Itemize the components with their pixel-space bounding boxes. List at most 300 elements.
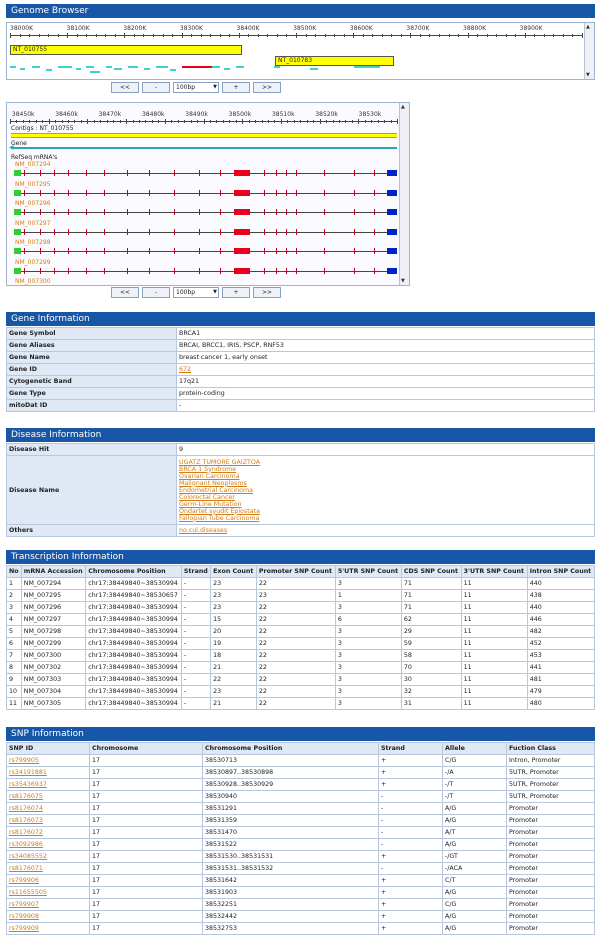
table-cell: - bbox=[181, 602, 210, 614]
ruler-tick bbox=[201, 34, 202, 37]
ruler-tick bbox=[326, 120, 327, 123]
snp-id-link[interactable]: rs799907 bbox=[9, 901, 39, 908]
table-cell: 441 bbox=[527, 662, 594, 674]
ruler-tick bbox=[124, 33, 125, 38]
ruler-tick bbox=[229, 34, 230, 37]
detail-nav bbox=[111, 287, 281, 298]
exon-mark bbox=[324, 248, 325, 254]
exon-mark bbox=[276, 190, 277, 196]
table-cell: 23 bbox=[256, 590, 335, 602]
table-cell: 38532753 bbox=[203, 923, 379, 935]
snp-id-link[interactable]: rs8176071 bbox=[9, 865, 43, 872]
table-cell: 17 bbox=[90, 767, 203, 779]
zoom-in-button[interactable]: + bbox=[222, 82, 250, 93]
mrna-track-row[interactable] bbox=[10, 181, 397, 199]
ruler-tick bbox=[216, 120, 217, 123]
utr-exon-blue bbox=[387, 229, 397, 235]
ruler-tick bbox=[182, 33, 183, 38]
snp-id-link[interactable]: rs8176072 bbox=[9, 829, 43, 836]
exon-mark bbox=[374, 209, 375, 215]
exon-mark bbox=[54, 209, 55, 215]
ruler-label: 38530k bbox=[358, 111, 382, 118]
table-cell: 3 bbox=[335, 578, 401, 590]
table-row bbox=[7, 578, 595, 590]
coding-exon-red bbox=[234, 190, 250, 196]
ruler-tick bbox=[391, 120, 392, 123]
snp-id-link[interactable]: rs799909 bbox=[9, 925, 39, 932]
gene-info-key: Cytogenetic Band bbox=[7, 376, 177, 388]
ruler-tick bbox=[334, 34, 335, 37]
table-cell: - bbox=[379, 791, 443, 803]
table-cell: 38531470 bbox=[203, 827, 379, 839]
column-header: mRNA Accession bbox=[21, 566, 86, 578]
ruler-tick bbox=[339, 120, 340, 123]
mrna-track-row[interactable] bbox=[10, 220, 397, 238]
others-link[interactable]: no.cul.diseases bbox=[179, 527, 228, 534]
exon-mark bbox=[127, 209, 128, 215]
exon-mark bbox=[174, 209, 175, 215]
exon-mark bbox=[199, 190, 200, 196]
table-cell: chr17:38449840~38530994 bbox=[86, 638, 182, 650]
disease-link[interactable]: Fallopian Tube Carcinoma bbox=[179, 514, 260, 522]
coding-exon-red bbox=[234, 229, 250, 235]
gene-info-key: Gene Aliases bbox=[7, 340, 177, 352]
ruler-tick bbox=[204, 119, 205, 124]
table-row bbox=[7, 767, 595, 779]
exon-mark bbox=[104, 248, 105, 254]
table-cell: 3 bbox=[7, 602, 22, 614]
mrna-track-label: NM_007300 bbox=[15, 278, 51, 285]
table-cell: 17 bbox=[90, 875, 203, 887]
table-cell: C/T bbox=[443, 875, 507, 887]
exon-mark bbox=[354, 209, 355, 215]
snp-id-link[interactable]: rs8176075 bbox=[9, 793, 43, 800]
exon-mark bbox=[40, 209, 41, 215]
exon-mark bbox=[286, 190, 287, 196]
table-cell bbox=[7, 911, 90, 923]
utr-exon-blue bbox=[387, 190, 397, 196]
table-cell: C/G bbox=[443, 755, 507, 767]
exon-mark bbox=[68, 229, 69, 235]
column-header: 3'UTR SNP Count bbox=[461, 566, 527, 578]
disease-link[interactable]: Endometrial Carcinoma bbox=[179, 486, 253, 494]
table-cell: NM_007297 bbox=[21, 614, 86, 626]
table-cell: 29 bbox=[401, 626, 461, 638]
table-cell: 38530940 bbox=[203, 791, 379, 803]
table-cell: 17 bbox=[90, 779, 203, 791]
mrna-track-row[interactable] bbox=[10, 200, 397, 218]
table-cell bbox=[7, 827, 90, 839]
zoom-out-button[interactable]: - bbox=[142, 82, 170, 93]
table-cell: chr17:38449840~38530994 bbox=[86, 614, 182, 626]
disease-link[interactable]: BRCA 1 Syndrome bbox=[179, 465, 237, 473]
column-header: Fuction Class bbox=[507, 743, 595, 755]
table-cell: 22 bbox=[256, 674, 335, 686]
table-cell: 22 bbox=[256, 602, 335, 614]
table-cell bbox=[7, 899, 90, 911]
exon-mark bbox=[374, 248, 375, 254]
table-row bbox=[7, 364, 595, 376]
disease-link[interactable]: Germ-Line Mutation bbox=[179, 500, 242, 508]
disease-link[interactable]: Colorectal Cancer bbox=[179, 493, 235, 501]
table-row bbox=[7, 698, 595, 710]
transcription-info-panel bbox=[6, 550, 595, 710]
snp-id-link[interactable]: rs8176073 bbox=[9, 817, 43, 824]
table-cell: chr17:38449840~38530657 bbox=[86, 590, 182, 602]
ruler-tick bbox=[296, 33, 297, 38]
exon-mark bbox=[24, 190, 25, 196]
table-cell: Promoter bbox=[507, 911, 595, 923]
table-cell: 17 bbox=[90, 851, 203, 863]
ruler-label: 38700K bbox=[406, 25, 430, 32]
exon-mark bbox=[86, 248, 87, 254]
ruler-label: 38000K bbox=[10, 25, 34, 32]
table-cell: 38531359 bbox=[203, 815, 379, 827]
exon-mark bbox=[40, 229, 41, 235]
ruler-tick bbox=[68, 120, 69, 123]
table-cell: 446 bbox=[527, 614, 594, 626]
snp-id-link[interactable]: rs34191881 bbox=[9, 769, 47, 776]
ruler-tick bbox=[29, 34, 30, 37]
exon-mark bbox=[324, 268, 325, 274]
table-cell: 479 bbox=[527, 686, 594, 698]
exon-mark bbox=[54, 170, 55, 176]
table-cell: NM_007303 bbox=[21, 674, 86, 686]
snp-id-link[interactable]: rs11655505 bbox=[9, 889, 47, 896]
ruler-tick bbox=[120, 120, 121, 123]
scroll-far-right-button[interactable]: >> bbox=[253, 82, 281, 93]
ruler-tick bbox=[262, 120, 263, 123]
ruler-tick bbox=[62, 120, 63, 123]
ruler-tick bbox=[87, 119, 88, 124]
gene-id-link[interactable]: 672 bbox=[179, 366, 192, 373]
snp-id-link[interactable]: rs799906 bbox=[9, 877, 39, 884]
exon-mark bbox=[149, 209, 150, 215]
mrna-track-label: NM_007296 bbox=[15, 200, 51, 207]
table-row bbox=[7, 887, 595, 899]
table-cell: -/A bbox=[443, 767, 507, 779]
exon-mark bbox=[40, 170, 41, 176]
ruler-tick bbox=[344, 34, 345, 37]
table-cell: 3 bbox=[335, 626, 401, 638]
detail-zoom-out-button[interactable]: - bbox=[142, 287, 170, 298]
table-cell: chr17:38449840~38530994 bbox=[86, 626, 182, 638]
disease-hit-value: 9 bbox=[177, 444, 595, 456]
table-cell: + bbox=[379, 779, 443, 791]
mrna-track-row[interactable] bbox=[10, 161, 397, 179]
table-cell: 38530928..38530929 bbox=[203, 779, 379, 791]
table-row bbox=[7, 911, 595, 923]
table-cell: 11 bbox=[461, 638, 527, 650]
table-cell: + bbox=[379, 923, 443, 935]
exon-mark bbox=[174, 229, 175, 235]
disease-link[interactable]: Ondartet syudit Epiostata bbox=[179, 507, 260, 515]
table-cell bbox=[7, 791, 90, 803]
table-cell: A/G bbox=[443, 923, 507, 935]
table-cell: - bbox=[379, 803, 443, 815]
disease-link[interactable]: Ovarian Carcinoma bbox=[179, 472, 240, 480]
disease-link[interactable]: UGATZ TUMORE GAIZTOA bbox=[179, 458, 261, 466]
exon-mark bbox=[104, 190, 105, 196]
ruler-tick bbox=[487, 34, 488, 37]
exon-mark bbox=[264, 190, 265, 196]
exon-mark bbox=[264, 209, 265, 215]
table-cell: 1 bbox=[7, 578, 22, 590]
exon-mark bbox=[199, 229, 200, 235]
table-cell: 38530713 bbox=[203, 755, 379, 767]
table-cell: 38531642 bbox=[203, 875, 379, 887]
ruler-tick bbox=[158, 120, 159, 123]
overview-scrollbar[interactable]: ▲ ▼ bbox=[584, 23, 594, 79]
ruler-tick bbox=[107, 120, 108, 123]
exon-mark bbox=[86, 209, 87, 215]
table-row bbox=[7, 923, 595, 935]
table-cell: + bbox=[379, 899, 443, 911]
table-cell: A/G bbox=[443, 839, 507, 851]
mrna-axis bbox=[14, 212, 387, 213]
disease-hit-label: Disease Hit bbox=[7, 444, 177, 456]
ruler-tick bbox=[534, 34, 535, 37]
table-cell: 17 bbox=[90, 887, 203, 899]
gene-info-value-cell: - bbox=[177, 400, 595, 412]
ruler-tick bbox=[401, 34, 402, 37]
ruler-tick bbox=[307, 120, 308, 123]
disease-link[interactable]: Malignant Neoplasms bbox=[179, 479, 247, 487]
table-row bbox=[7, 590, 595, 602]
exon-mark bbox=[174, 248, 175, 254]
ruler-label: 38500K bbox=[293, 25, 317, 32]
exon-mark bbox=[68, 268, 69, 274]
table-row bbox=[7, 791, 595, 803]
mrna-track-row[interactable] bbox=[10, 239, 397, 257]
ruler-tick bbox=[306, 34, 307, 37]
ruler-tick bbox=[320, 119, 321, 124]
ruler-tick bbox=[220, 34, 221, 37]
table-cell: 11 bbox=[461, 614, 527, 626]
snp-id-link[interactable]: rs3092986 bbox=[9, 841, 43, 848]
table-cell: 17 bbox=[90, 863, 203, 875]
table-cell: 11 bbox=[461, 662, 527, 674]
detail-scrollbar[interactable]: ▲ ▼ bbox=[399, 103, 409, 285]
exon-mark bbox=[354, 268, 355, 274]
table-cell: Intron, Promoter bbox=[507, 755, 595, 767]
ruler-tick bbox=[506, 34, 507, 37]
table-row bbox=[7, 650, 595, 662]
mrna-track-label: NM_007298 bbox=[15, 239, 51, 246]
snp-id-link[interactable]: rs8176074 bbox=[9, 805, 43, 812]
table-cell: 440 bbox=[527, 602, 594, 614]
table-cell: 38532442 bbox=[203, 911, 379, 923]
ruler-tick bbox=[96, 34, 97, 37]
ruler-tick bbox=[255, 120, 256, 123]
exon-mark bbox=[127, 248, 128, 254]
ruler-tick bbox=[143, 34, 144, 37]
table-cell: chr17:38449840~38530994 bbox=[86, 698, 182, 710]
snp-id-link[interactable]: rs799905 bbox=[9, 757, 39, 764]
mrna-track-label: NM_007294 bbox=[15, 161, 51, 168]
table-cell: chr17:38449840~38530994 bbox=[86, 674, 182, 686]
exon-mark bbox=[296, 170, 297, 176]
table-cell: - bbox=[379, 827, 443, 839]
mrna-axis bbox=[14, 251, 387, 252]
detail-zoom-in-button[interactable]: + bbox=[222, 287, 250, 298]
ruler-tick bbox=[358, 119, 359, 124]
ruler-tick bbox=[277, 34, 278, 37]
ruler-tick bbox=[363, 34, 364, 37]
ruler-tick bbox=[23, 120, 24, 123]
exon-mark bbox=[374, 268, 375, 274]
ruler-tick bbox=[191, 34, 192, 37]
scale-select-value: 100bp bbox=[176, 84, 196, 91]
snp-id-link[interactable]: rs34085552 bbox=[9, 853, 47, 860]
table-cell: - bbox=[181, 638, 210, 650]
table-cell: 6 bbox=[7, 638, 22, 650]
ruler-tick bbox=[77, 34, 78, 37]
exon-mark bbox=[276, 170, 277, 176]
detail-track bbox=[6, 102, 410, 286]
table-row bbox=[7, 340, 595, 352]
overview-nav bbox=[111, 82, 281, 93]
ruler-label: 38900K bbox=[519, 25, 543, 32]
mrna-axis bbox=[14, 193, 387, 194]
table-row bbox=[7, 525, 595, 537]
table-cell: 38530897..38530898 bbox=[203, 767, 379, 779]
ruler-tick bbox=[372, 34, 373, 37]
ruler-tick bbox=[145, 120, 146, 123]
table-cell: NM_007298 bbox=[21, 626, 86, 638]
exon-mark bbox=[374, 190, 375, 196]
ruler-tick bbox=[391, 34, 392, 37]
ruler-label: 38100K bbox=[66, 25, 90, 32]
scroll-far-left-button[interactable]: << bbox=[111, 82, 139, 93]
contig-detail-bar[interactable] bbox=[11, 133, 397, 138]
table-header-row bbox=[7, 743, 595, 755]
contig-bar-a[interactable] bbox=[10, 45, 242, 55]
scale-select[interactable] bbox=[173, 82, 219, 93]
exon-mark bbox=[127, 170, 128, 176]
table-row bbox=[7, 400, 595, 412]
detail-scroll-far-left-button[interactable]: << bbox=[111, 287, 139, 298]
column-header: Allele bbox=[443, 743, 507, 755]
table-cell: 11 bbox=[7, 698, 22, 710]
table-row bbox=[7, 456, 595, 525]
exon-mark bbox=[286, 229, 287, 235]
ruler-tick bbox=[152, 120, 153, 123]
contig-a-label: NT_010755 bbox=[13, 46, 48, 53]
ruler-tick bbox=[313, 120, 314, 123]
table-cell bbox=[7, 803, 90, 815]
ruler-tick bbox=[242, 119, 243, 124]
ruler-label: 38450k bbox=[11, 111, 35, 118]
gene-info-value-cell bbox=[177, 364, 595, 376]
table-cell: NM_007294 bbox=[21, 578, 86, 590]
table-cell: - bbox=[379, 815, 443, 827]
detail-ruler bbox=[10, 111, 397, 125]
coding-exon-red bbox=[234, 209, 250, 215]
table-cell: 38531531..38531532 bbox=[203, 863, 379, 875]
mrna-track-row[interactable] bbox=[10, 278, 397, 285]
exon-mark bbox=[149, 170, 150, 176]
table-cell: 11 bbox=[461, 602, 527, 614]
table-cell: 3 bbox=[335, 698, 401, 710]
ruler-tick bbox=[384, 120, 385, 123]
ruler-tick bbox=[439, 34, 440, 37]
ruler-tick bbox=[55, 120, 56, 123]
ruler-tick bbox=[16, 120, 17, 123]
exon-mark bbox=[220, 170, 221, 176]
snp-table bbox=[6, 742, 595, 935]
exon-mark bbox=[296, 209, 297, 215]
snp-id-link[interactable]: rs799908 bbox=[9, 913, 39, 920]
detail-scroll-far-right-button[interactable]: >> bbox=[253, 287, 281, 298]
utr-exon-green bbox=[14, 229, 21, 235]
genome-browser-title: Genome Browser bbox=[6, 4, 595, 18]
mrna-track-label: NM_007297 bbox=[15, 219, 51, 227]
table-row bbox=[7, 614, 595, 626]
exon-mark bbox=[127, 229, 128, 235]
gene-bar[interactable] bbox=[11, 147, 397, 149]
ruler-tick bbox=[20, 34, 21, 37]
table-cell: - bbox=[181, 626, 210, 638]
table-cell: chr17:38449840~38530994 bbox=[86, 650, 182, 662]
table-row bbox=[7, 686, 595, 698]
table-cell: 15 bbox=[211, 614, 257, 626]
table-cell: 11 bbox=[461, 590, 527, 602]
ruler-tick bbox=[39, 34, 40, 37]
ruler-tick bbox=[86, 34, 87, 37]
ruler-tick bbox=[10, 119, 11, 124]
ruler-tick bbox=[48, 34, 49, 37]
ruler-label: 38400K bbox=[236, 25, 260, 32]
table-cell: - bbox=[181, 614, 210, 626]
table-cell: 7 bbox=[7, 650, 22, 662]
table-cell: 19 bbox=[211, 638, 257, 650]
ruler-tick bbox=[100, 120, 101, 123]
ruler-tick bbox=[449, 34, 450, 37]
ruler-tick bbox=[525, 33, 526, 38]
table-row bbox=[7, 827, 595, 839]
table-cell: 22 bbox=[256, 686, 335, 698]
ruler-tick bbox=[67, 33, 68, 38]
utr-exon-green bbox=[14, 170, 21, 176]
exon-mark bbox=[86, 268, 87, 274]
table-row bbox=[7, 839, 595, 851]
table-row bbox=[7, 602, 595, 614]
exon-mark bbox=[54, 229, 55, 235]
ruler-tick bbox=[239, 33, 240, 38]
table-cell: 17 bbox=[90, 803, 203, 815]
ruler-tick bbox=[191, 120, 192, 123]
table-cell bbox=[7, 863, 90, 875]
snp-id-link[interactable]: rs35436937 bbox=[9, 781, 47, 788]
table-cell: 3 bbox=[335, 686, 401, 698]
mrna-track-row[interactable] bbox=[10, 259, 397, 277]
gene-info-key: Gene ID bbox=[7, 364, 177, 376]
table-cell bbox=[7, 887, 90, 899]
ruler-tick bbox=[582, 33, 583, 38]
detail-scale-select[interactable] bbox=[173, 287, 219, 298]
table-cell: chr17:38449840~38530994 bbox=[86, 686, 182, 698]
table-cell: Promoter bbox=[507, 827, 595, 839]
utr-exon-green bbox=[14, 248, 21, 254]
table-row bbox=[7, 851, 595, 863]
table-cell: + bbox=[379, 755, 443, 767]
table-cell: 2 bbox=[7, 590, 22, 602]
table-cell: 32 bbox=[401, 686, 461, 698]
table-cell: 31 bbox=[401, 698, 461, 710]
ruler-tick bbox=[248, 34, 249, 37]
snp-info-panel bbox=[6, 727, 595, 935]
